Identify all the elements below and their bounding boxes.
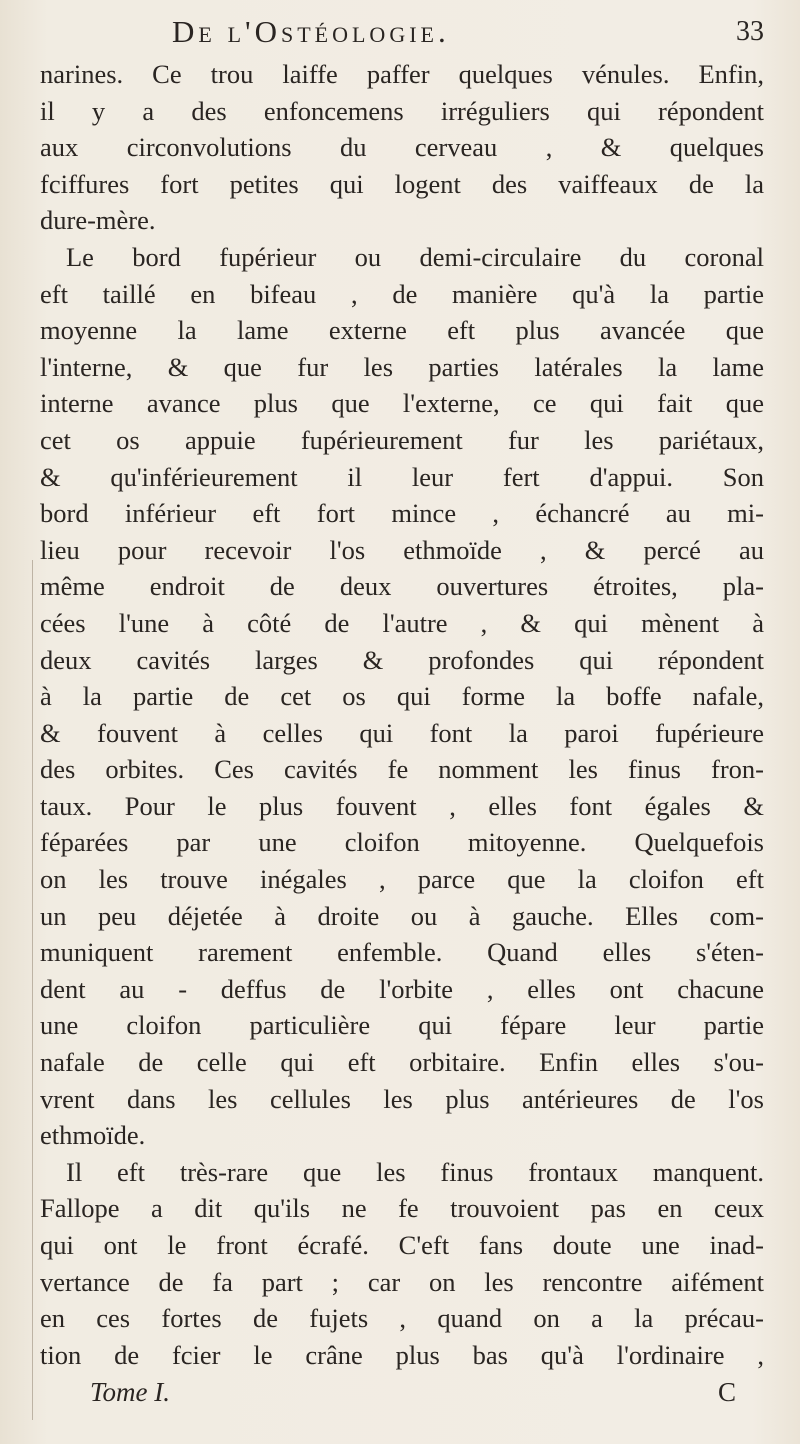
- text-line: cet os appuie fupérieurement fur les pariétaux,: [40, 424, 764, 455]
- text-line: interne avance plus que l'externe, ce qui fait que: [40, 388, 764, 419]
- text-line: tion de fcier le crâne plus bas qu'à l'ordinaire ,: [40, 1339, 764, 1370]
- text-line: l'interne, & que fur les parties latérales la lame: [40, 351, 764, 382]
- text-line: même endroit de deux ouvertures étroites, pla-: [40, 571, 764, 602]
- text-line: nafale de celle qui eft orbitaire. Enfin elles s'ou-: [40, 1047, 764, 1078]
- body-text: [40, 56, 764, 1373]
- text-line: on les trouve inégales , parce que la cloifon eft: [40, 864, 764, 895]
- page-number: 33: [736, 16, 764, 47]
- text-line: des orbites. Ces cavités fe nomment les finus fron-: [40, 754, 764, 785]
- text-line: & qu'inférieurement il leur fert d'appui. Son: [40, 461, 764, 492]
- running-head: [172, 14, 764, 58]
- text-line: ethmoïde.: [40, 1120, 146, 1151]
- text-line: vertance de fa part ; car on les rencontre aifément: [40, 1266, 764, 1297]
- text-line: eft taillé en bifeau , de manière qu'à la partie: [40, 278, 764, 309]
- text-line: une cloifon particulière qui fépare leur partie: [40, 1010, 764, 1041]
- page-edge-shadow: [32, 560, 33, 1420]
- text-line: lieu pour recevoir l'os ethmoïde , & percé au: [40, 534, 764, 565]
- text-line: Il eft très-rare que les finus frontaux manquent.: [66, 1156, 764, 1187]
- text-line: qui ont le front écrafé. C'eft fans doute une inad-: [40, 1230, 764, 1260]
- text-line: vrent dans les cellules les plus antérieures de l'os: [40, 1083, 764, 1114]
- text-line: aux circonvolutions du cerveau , & quelques: [40, 132, 764, 163]
- text-line: fciffures fort petites qui logent des vaiffeaux de la: [40, 168, 764, 199]
- text-line: muniquent rarement enfemble. Quand elles s'éten-: [40, 937, 764, 968]
- text-line: taux. Pour le plus fouvent , elles font égales &: [40, 790, 764, 821]
- text-line: narines. Ce trou laiffe paffer quelques vénules. Enfin,: [40, 59, 764, 89]
- text-line: moyenne la lame externe eft plus avancée que: [40, 315, 764, 346]
- text-line: à la partie de cet os qui forme la boffe nafale,: [40, 681, 764, 712]
- text-line: & fouvent à celles qui font la paroi fupérieure: [40, 717, 764, 748]
- text-line: Fallope a dit qu'ils ne fe trouvoient pas en ceux: [40, 1193, 764, 1224]
- text-line: il y a des enfoncemens irréguliers qui répondent: [40, 95, 764, 126]
- text-line: un peu déjetée à droite ou à gauche. Elles com-: [40, 900, 764, 931]
- text-line: deux cavités larges & profondes qui répondent: [40, 644, 764, 675]
- running-head-title: De l'Ostéologie.: [172, 14, 450, 49]
- text-line: cées l'une à côté de l'autre , & qui mènent à: [40, 607, 764, 638]
- text-line: dure-mère.: [40, 205, 156, 236]
- text-line: en ces fortes de fujets , quand on a la précau-: [40, 1303, 764, 1334]
- volume-label: Tome I.: [90, 1377, 171, 1407]
- page-footer: [40, 1377, 764, 1413]
- signature-mark: C: [717, 1377, 736, 1407]
- text-line: féparées par une cloifon mitoyenne. Quelquefois: [40, 827, 764, 858]
- text-line: Le bord fupérieur ou demi-circulaire du coronal: [66, 241, 764, 272]
- text-line: dent au - deffus de l'orbite , elles ont chacune: [40, 973, 764, 1004]
- text-line: bord inférieur eft fort mince , échancré au mi-: [40, 498, 764, 529]
